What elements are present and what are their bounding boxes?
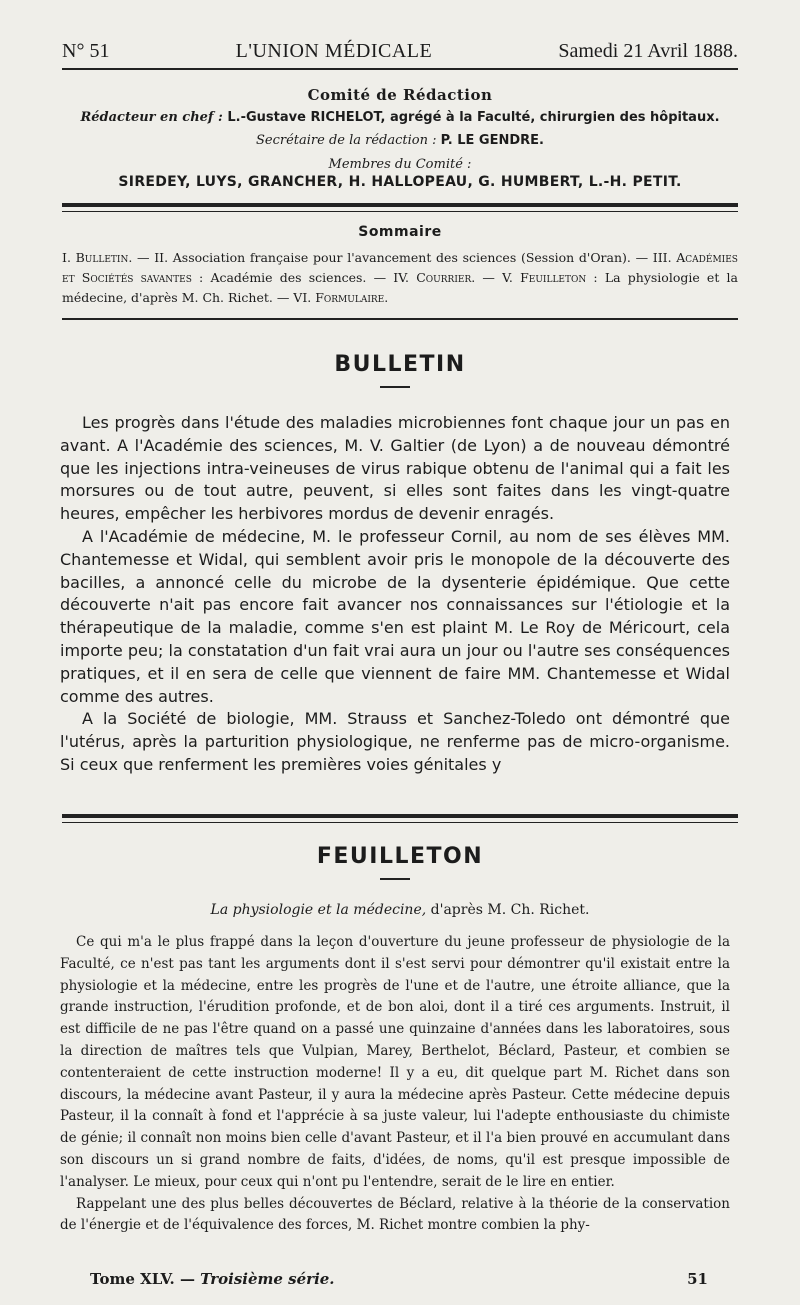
- masthead: [62, 38, 738, 64]
- feuilleton-subtitle-title: La physiologie et la médecine,: [210, 902, 427, 918]
- sommaire-item-courrier: Courrier: [416, 270, 472, 285]
- feuilleton-paragraph: Ce qui m'a le plus frappé dans la leçon d'ouverture du jeune professeur de physiologie de la Faculté, ce n'est pas tant les arguments dont il s'est servi pour démontrer qu'il existait entre la physiologie et la médecine, entre les progrès de l'une et de l'autre, une étroite alliance, que la grande instruction, l'érudition profonde, et de bon aloi, dont il a tiré ces arguments. Instruit, il est difficile de ne pas l'être quand on a passé une quinzaine d'années dans les laboratoires, sous la direction de maîtres tels que Vulpian, Marey, Berthelot, Béclard, Pasteur, et combien se contenteraient de cette instruction moderne! Il y a eu, dit quelque part M. Richet dans son discours, la médecine avant Pasteur, il y aura la médecine après Pasteur. Cette médecine depuis Pasteur, il la connaît à fond et l'apprécie à sa juste valeur, lui l'adepte enthousiaste du chimiste de génie; il connaît non moins bien celle d'avant Pasteur, et il l'a bien prouvé en accumulant dans son discours un si grand nombre de faits, d'idées, de noms, qu'il est presque impossible de l'analyser. Le mieux, pour ceux qui n'ont pu l'entendre, serait de le lire en entier.: [60, 934, 730, 1190]
- issue-number: N° 51: [62, 39, 110, 62]
- bulletin-paragraph: Les progrès dans l'étude des maladies microbiennes font chaque jour un pas en avant. A l'Académie des sciences, M. V. Galtier (de Lyon) a de nouveau démontré que les injections intra-veineuses de virus rabique obtenu de l'animal qui a fait les morsures ou de tout autre, peuvent, si elles sont faites dans les vingt-quatre heures, empêcher les herbivores mordus de devenir enragés.: [60, 413, 730, 524]
- feuilleton-dash: [380, 878, 410, 880]
- sommaire-item-academies: Académies et Sociétés savantes: [62, 250, 738, 285]
- sommaire-item-feuilleton: Feuilleton: [520, 270, 587, 285]
- sommaire-part: : La physiologie et la médecine, d'après M. Ch. Richet. — VI.: [62, 270, 738, 305]
- redacteur-line: [62, 110, 738, 125]
- sommaire-item-bulletin: Bulletin: [75, 250, 129, 265]
- feuilleton-rule-thick: [62, 814, 738, 818]
- sommaire-heading: Sommaire: [358, 224, 442, 240]
- feuilleton-text: [60, 932, 730, 1237]
- footer-serie: Troisième série.: [200, 1270, 335, 1288]
- sommaire-part: : Académie des sciences. — IV.: [191, 270, 417, 285]
- bulletin-paragraph: A la Société de biologie, MM. Strauss et Sanchez-Toledo ont démontré que l'utérus, après la parturition physiologique, ne renferme pas de micro-organisme. Si ceux que renferment les premières voies génitales y: [60, 709, 730, 774]
- secretaire-name: P. LE GENDRE.: [440, 133, 544, 148]
- feuilleton-subtitle-rest: d'après M. Ch. Richet.: [426, 902, 590, 918]
- sommaire-rule: [62, 318, 738, 320]
- secretaire-line: [62, 133, 738, 148]
- issue-date: Samedi 21 Avril 1888.: [558, 39, 738, 62]
- sommaire-part: . — II. Association française pour l'avancement des sciences (Session d'Oran). — III.: [128, 250, 677, 265]
- comite-rule-thick: [62, 203, 738, 207]
- sommaire-part: . — V.: [471, 270, 521, 285]
- membres-label: Membres du Comité :: [328, 157, 472, 172]
- secretaire-label: Secrétaire de la rédaction :: [255, 133, 437, 148]
- bulletin-text: [60, 412, 730, 777]
- masthead-rule: [62, 68, 738, 70]
- page-footer: [90, 1270, 708, 1288]
- feuilleton-heading: FEUILLETON: [316, 844, 484, 869]
- sommaire-part: I.: [62, 250, 76, 265]
- redacteur-label: Rédacteur en chef :: [80, 110, 223, 125]
- feuilleton-rule-thin: [62, 822, 738, 823]
- bulletin-paragraph: A l'Académie de médecine, M. le professeur Cornil, au nom de ses élèves MM. Chantemesse et Widal, qui semblent avoir pris le monopole de la découverte des bacilles, a annoncé celle du microbe de la dysenterie épidémique. Que cette découverte n'ait pas encore fait avancer nos connaissances sur l'étiologie et la thérapeutique de la maladie, comme s'en est plaint M. Le Roy de Méricourt, cela importe peu; la constatation d'un fait vrai aura un jour ou l'autre ses conséquences pratiques, et il en sera de celle que viennent de faire MM. Chantemesse et Widal comme des autres.: [60, 526, 730, 706]
- footer-tome: [90, 1270, 335, 1288]
- membres-list: SIREDEY, LUYS, GRANCHER, H. HALLOPEAU, G. HUMBERT, L.-H. PETIT.: [118, 174, 682, 190]
- comite-rule-thin: [62, 211, 738, 212]
- sommaire-text: [62, 248, 738, 308]
- footer-tome-label: Tome XLV. —: [90, 1270, 201, 1288]
- redacteur-name: L.-Gustave RICHELOT, agrégé à la Faculté, chirurgien des hôpitaux.: [227, 110, 720, 125]
- comite-heading: Comité de Rédaction: [307, 86, 493, 104]
- feuilleton-paragraph: Rappelant une des plus belles découvertes de Béclard, relative à la théorie de la conservation de l'énergie et de l'équivalence des forces, M. Richet montre combien la phy-: [60, 1195, 730, 1234]
- bulletin-heading: BULLETIN: [334, 352, 466, 377]
- feuilleton-subtitle: [62, 902, 738, 918]
- journal-title: L'UNION MÉDICALE: [235, 39, 433, 62]
- footer-page-number: 51: [687, 1270, 708, 1288]
- sommaire-item-formulaire: Formulaire: [315, 290, 385, 305]
- bulletin-dash: [380, 386, 410, 388]
- sommaire-part: .: [384, 290, 389, 305]
